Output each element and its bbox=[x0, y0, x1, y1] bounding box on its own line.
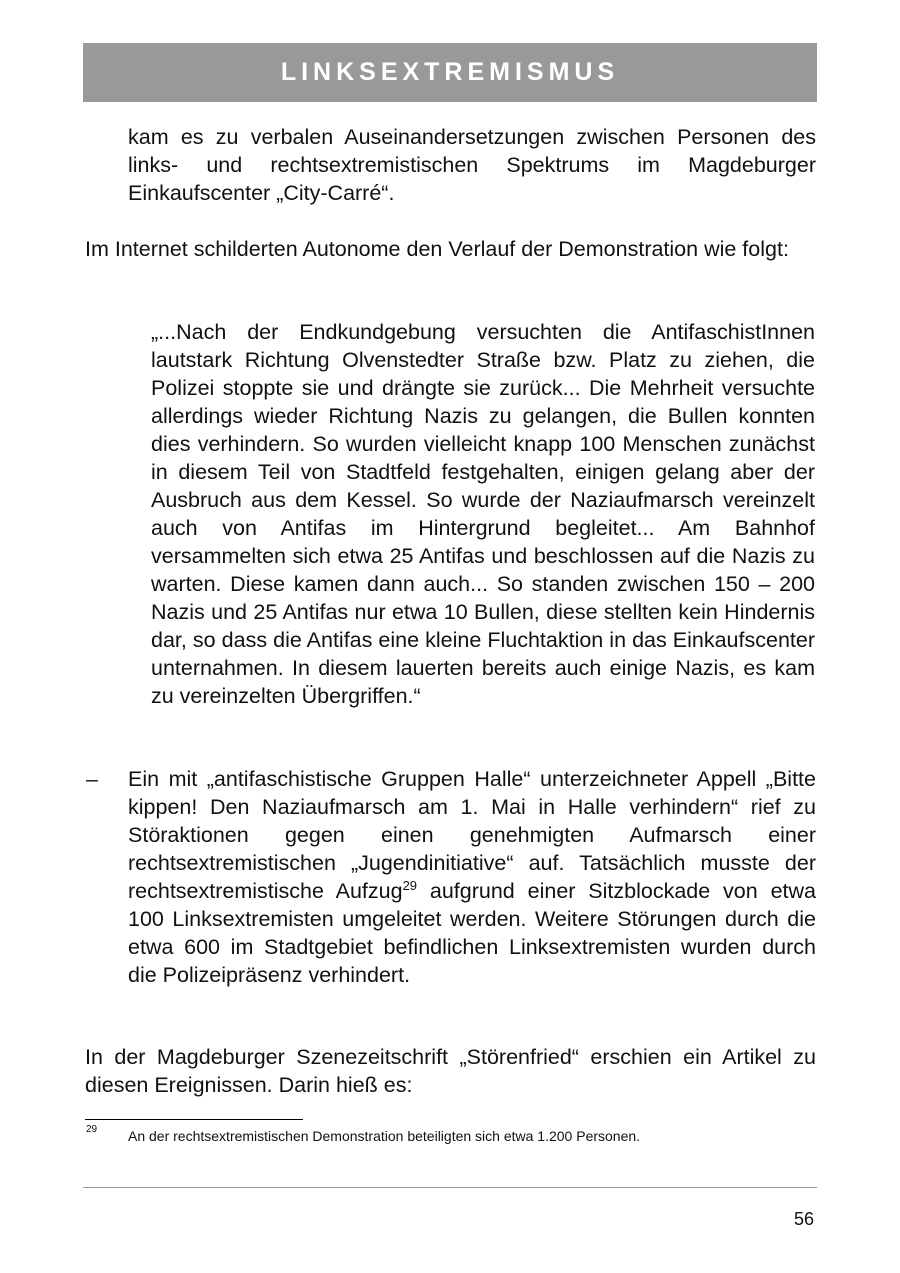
list-item bbox=[128, 765, 816, 989]
footer-divider bbox=[83, 1187, 817, 1188]
list-bullet: – bbox=[86, 767, 98, 791]
footnote-reference: 29 bbox=[402, 877, 418, 893]
footnote-number: 29 bbox=[86, 1124, 98, 1135]
paragraph-article: In der Magdeburger Szenezeitschrift „Störenfried“ erschien ein Artikel zu diesen Ereignissen. Darin hieß es: bbox=[85, 1045, 816, 1097]
section-header: LINKSEXTREMISMUS bbox=[83, 43, 817, 102]
footnote-text: An der rechtsextremistischen Demonstration beteiligten sich etwa 1.200 Personen. bbox=[128, 1128, 641, 1144]
paragraph-continuation: kam es zu verbalen Auseinandersetzungen zwischen Personen des links- und rechtsextremistischen Spektrums im Magdeburger Einkaufscenter „City-Carré“. bbox=[128, 125, 816, 205]
footnote-separator bbox=[85, 1119, 303, 1120]
paragraph-intro: Im Internet schilderten Autonome den Verlauf der Demonstration wie folgt: bbox=[85, 237, 789, 261]
page-number: 56 bbox=[793, 1209, 814, 1229]
list-item-text-after: aufgrund einer Sitzblockade von etwa 100 Linksextremisten umgeleitet werden. Weitere Störungen durch die etwa 600 im Stadtgebiet befindlichen Linksextremisten wurden durch die Polizeipräsenz verhindert. bbox=[128, 879, 816, 987]
block-quote: „...Nach der Endkundgebung versuchten die AntifaschistInnen lautstark Richtung Olvenstedter Straße bzw. Platz zu ziehen, die Polizei stoppte sie und drängte sie zurück... Die Mehrheit versuchte allerdings wieder Richtung Nazis zu gelangen, die Bullen konnten dies verhindern. So wurden vielleicht knapp 100 Menschen zunächst in diesem Teil von Stadtfeld festgehalten, einigen gelang aber der Ausbruch aus dem Kessel. So wurde der Naziaufmarsch vereinzelt auch von Antifas im Hintergrund begleitet... Am Bahnhof versammelten sich etwa 25 Antifas und beschlossen auf die Nazis zu warten. Diese kamen dann auch... So standen zwischen 150 – 200 Nazis und 25 Antifas nur etwa 10 Bullen, diese stellten kein Hindernis dar, so dass die Antifas eine kleine Fluchtaktion in das Einkaufscenter unternahmen. In diesem lauerten bereits auch einige Nazis, es kam zu vereinzelten Übergriffen.“ bbox=[151, 320, 815, 708]
list-item-text-before: Ein mit „antifaschistische Gruppen Halle“ unterzeichneter Appell „Bitte kippen! Den Naziaufmarsch am 1. Mai in Halle verhindern“ rief zu Störaktionen gegen einen genehmigten Aufmarsch einer rechtsextremistischen „Jugendinitiative“ auf. Tatsächlich musste der rechtsextremistische Aufzug bbox=[128, 767, 816, 903]
